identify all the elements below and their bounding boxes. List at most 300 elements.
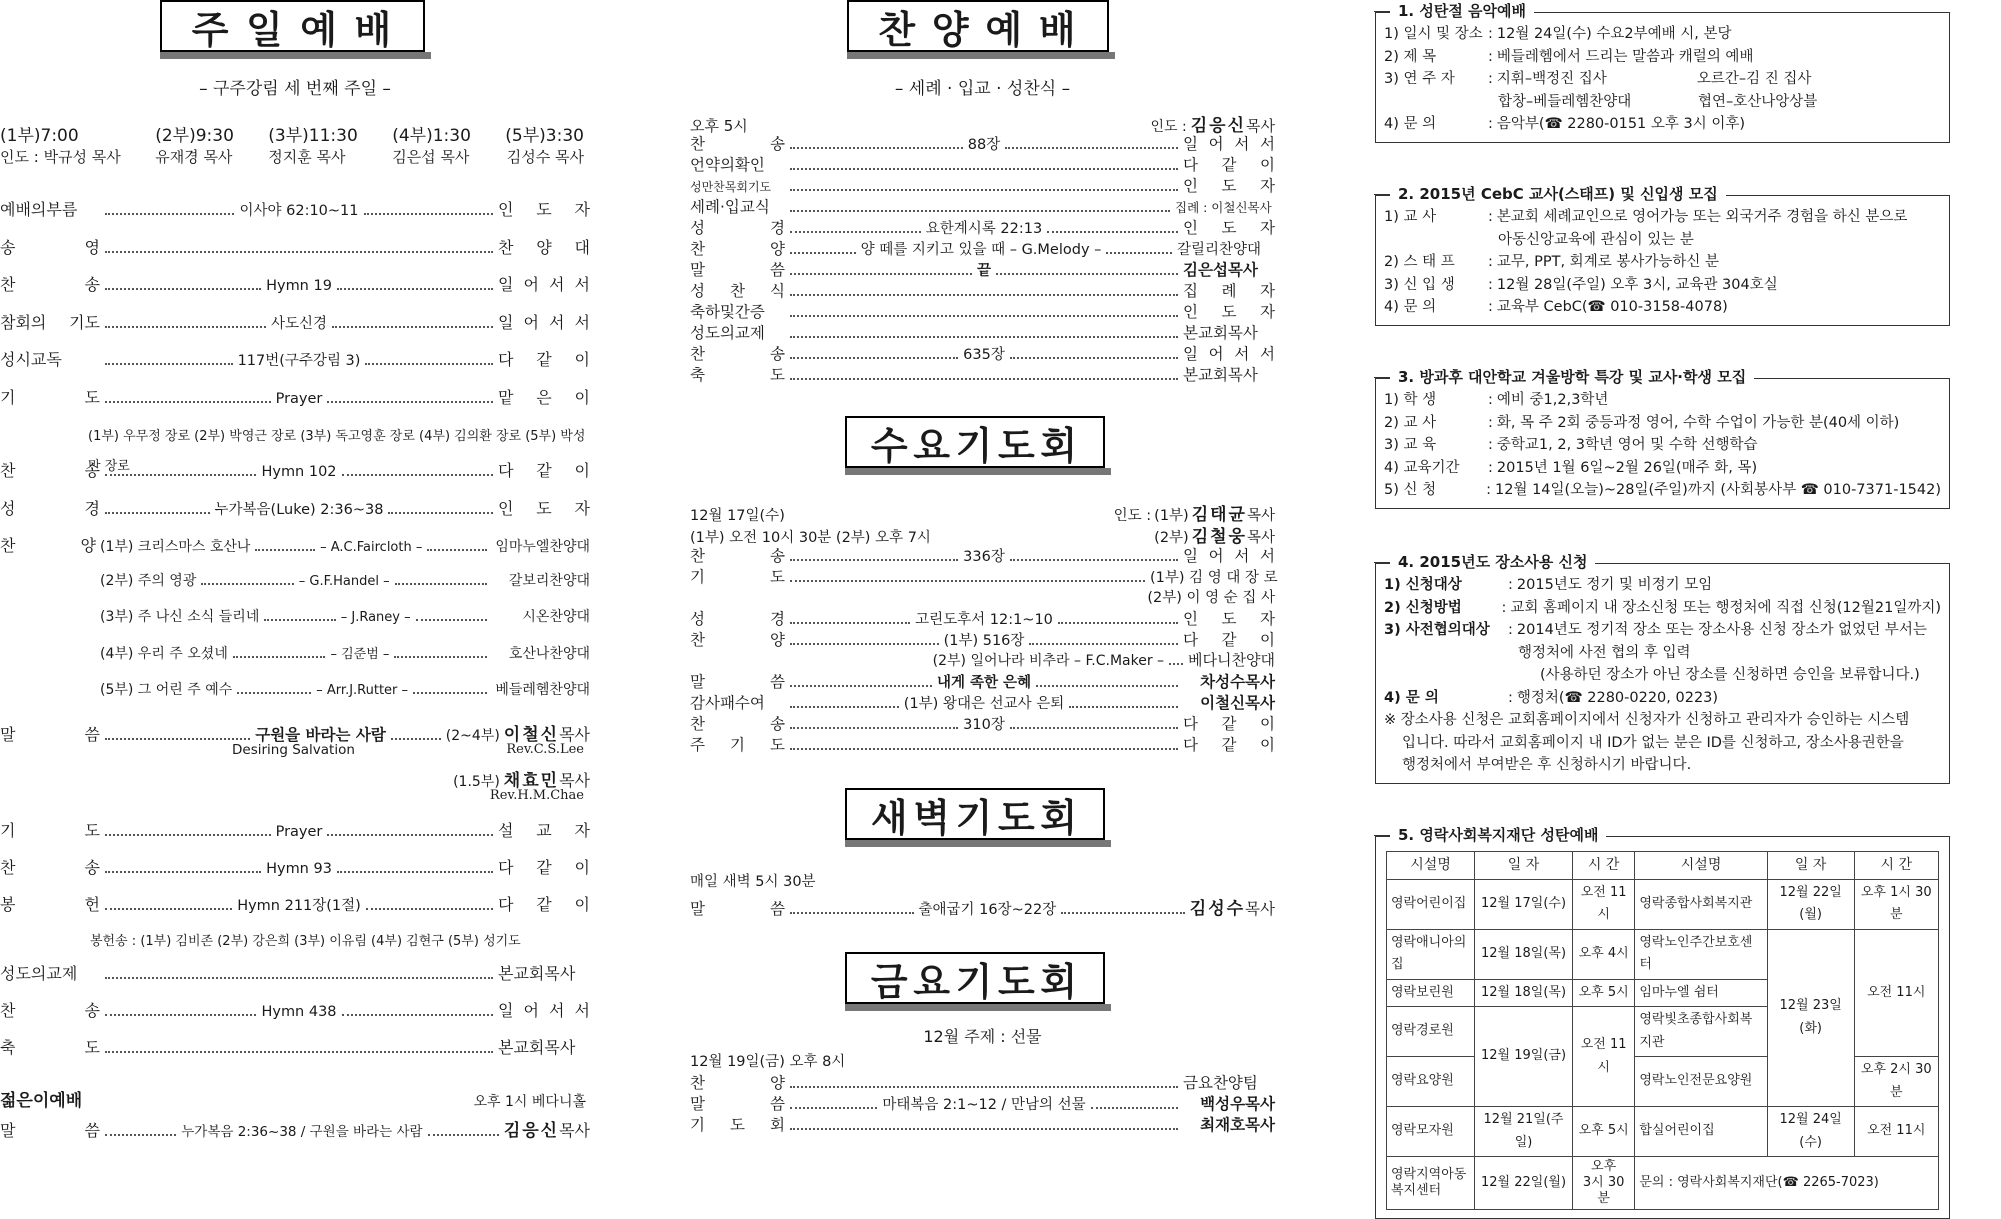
leader-dots [790, 1128, 1178, 1130]
item-content: 336장 [963, 549, 1005, 565]
notice-row [1384, 113, 1941, 136]
order-row [0, 310, 590, 348]
notice-value: 교육부 CebC(☎ 010-3158-4078) [1496, 299, 1728, 315]
order-row [690, 279, 1275, 300]
leader-dots [790, 315, 1178, 317]
youth-title: 젊은이예배 [0, 1090, 83, 1111]
colon: : [1488, 254, 1493, 270]
facility: 합실어린이집 [1635, 1107, 1767, 1157]
item-label: 성 경 [690, 610, 785, 628]
leader-dots [255, 549, 315, 551]
notice-key: 3) 사전협의대상 [1384, 622, 1490, 638]
order-row [0, 197, 590, 235]
facility: 영락종합사회복지관 [1635, 879, 1767, 929]
time: 오후 1시 30분 [1854, 879, 1939, 929]
wed-times [690, 522, 1275, 547]
item-assignee: 백성우목사 [1200, 1095, 1276, 1113]
leader-dots [790, 559, 958, 561]
notice-note: ※ 장소사용 신청은 교회홈페이지에서 신청자가 신청하고 관리자가 승인하는 시스템 [1384, 712, 1910, 728]
notice-value: 2015년도 정기 및 비정기 모임 [1516, 577, 1713, 593]
leader-dots [105, 363, 233, 365]
notice-value: 합창–베들레헴찬양대 [1498, 93, 1632, 110]
time: 오후 5시 [1572, 979, 1634, 1007]
order-row [0, 961, 590, 998]
item-content: Hymn 19 [266, 278, 332, 294]
column-header: 시설명 [1387, 852, 1475, 880]
sunday-subtitle: – 구주강림 세 번째 주일 – [199, 79, 391, 99]
leader-dots [790, 273, 972, 275]
colon: : [1488, 71, 1493, 87]
colon: : [1501, 599, 1507, 616]
item-assignee: 인 도 자 [1183, 219, 1275, 237]
item-assignee: 김은섭목사 [1183, 261, 1258, 279]
notice-value: 12월 28일(주일) 오후 3시, 교육관 304호실 [1496, 276, 1778, 293]
item-label: 찬 양 [690, 240, 785, 258]
wed-header [690, 500, 1275, 525]
preacher-name: 김응신 [503, 1120, 560, 1141]
item-assignee: 인 도 자 [498, 498, 590, 518]
leader-dots [790, 189, 1178, 191]
notice-value: 행정처(☎ 2280-0220, 0223) [1516, 689, 1719, 706]
notice-key: 1) 신청대상 [1384, 577, 1462, 593]
order-row [690, 216, 1275, 237]
notice-row [1384, 597, 1941, 620]
notice-value: 화, 목 주 2회 중등과정 영어, 수학 수업이 가능한 분(40세 이하) [1496, 414, 1900, 431]
sermon-parts: (1.5부) [453, 773, 500, 790]
leader-dots [790, 294, 1178, 296]
sermon-parts: (2~4부) [445, 727, 500, 744]
item-content: 내게 족한 은혜 [936, 675, 1032, 691]
colon: : [1508, 689, 1513, 706]
wed-prayer-2: (2부) 이 영 순 집 사 [1147, 590, 1275, 606]
order-row [690, 691, 1275, 712]
item-label: 기 도 회 [690, 1116, 785, 1134]
notice-key: 3) 연 주 자 [1384, 71, 1455, 87]
time: 오후 2시 30분 [1854, 1057, 1939, 1107]
leader-dots [790, 748, 1178, 750]
notice-title: 5. 영락사회복지재단 성탄예배 [1390, 824, 1606, 847]
item-label: 찬 송 [0, 1000, 100, 1020]
leader-dots [790, 727, 958, 729]
leader-dots [337, 871, 493, 873]
anthem-title: (1부) 크리스마스 호산나 [100, 539, 251, 555]
leader-dots [233, 656, 326, 658]
date: 12월 21일(주일) [1475, 1107, 1573, 1157]
anthem-row [0, 606, 590, 643]
preacher-name-en-2: Rev.H.M.Chae [489, 787, 584, 803]
leader-part: (1부) [1154, 508, 1189, 524]
item-label: 찬 송 [0, 857, 100, 877]
item-label: 송 영 [0, 237, 100, 257]
leader-title: 목사 [1246, 508, 1275, 524]
leader-part: (2부) [1154, 530, 1189, 546]
item-assignee: 다 같 이 [1183, 631, 1275, 649]
notice-row [1384, 574, 1941, 597]
order-row [690, 153, 1275, 174]
item-label: 말 씀 [690, 1095, 785, 1113]
order-row [690, 733, 1275, 754]
colon: : [1488, 26, 1493, 42]
item-assignee: 금요찬양팀 [1183, 1074, 1258, 1092]
item-assignee: 집례 : 이철신목사 [1175, 200, 1272, 215]
preacher-title: 목사 [559, 1120, 591, 1140]
notices [1375, 0, 1950, 1206]
dawn-time: 매일 새벽 5시 30분 [690, 874, 816, 890]
leader-dots [364, 213, 493, 215]
order-row [690, 670, 1275, 691]
order-row [690, 174, 1275, 195]
wednesday-service [690, 500, 1278, 754]
order-row [0, 496, 590, 534]
order-row [0, 1035, 590, 1072]
wed-date: 12월 17일(수) [690, 508, 785, 524]
notice-value: 2014년도 정기적 장소 또는 장소사용 신청 장소가 없었던 부서는 [1516, 622, 1927, 638]
notice-row [1384, 664, 1941, 687]
anthem-title: (4부) 우리 주 오셨네 [100, 645, 228, 662]
anthem-title: (3부) 주 나신 소식 들리네 [100, 609, 260, 625]
leader-dots [337, 288, 493, 290]
leader-label: 인도 : [1150, 119, 1187, 135]
item-label: 말 씀 [690, 900, 785, 918]
order-row [690, 1092, 1275, 1113]
leader-dots [1061, 912, 1185, 914]
item-content: Hymn 211장(1절) [237, 897, 361, 914]
item-label: 찬 양 [0, 536, 96, 555]
item-label: 감사패수여 [690, 694, 765, 712]
notice-value: 지휘–백정진 집사 [1496, 71, 1607, 87]
facility: 임마누엘 쉼터 [1635, 979, 1767, 1007]
praise-title: 찬 양 예 배 [847, 0, 1109, 52]
column-header: 시설명 [1635, 852, 1767, 880]
order-row [690, 300, 1275, 321]
leader-dots [790, 168, 1178, 170]
notice-key: 2) 제 목 [1384, 48, 1437, 65]
dawn-service [690, 870, 1275, 918]
composer: – 김준범 – [330, 646, 390, 662]
item-content: 310장 [963, 717, 1005, 733]
leader-dots [105, 738, 250, 740]
notice-row [1384, 389, 1941, 412]
item-assignee: 다 같 이 [498, 857, 591, 877]
facility: 영락빛초종합사회복지관 [1635, 1007, 1767, 1057]
notice-row [1384, 434, 1941, 457]
item-content: Hymn 93 [266, 860, 332, 877]
date: 12월 19일(금) [1475, 1007, 1573, 1107]
item-label: 기 도 [0, 387, 100, 407]
preacher-name: 이철신 [503, 724, 560, 745]
leader-dots [395, 583, 487, 585]
leader-name: 김철웅 [1191, 527, 1247, 547]
date: 12월 22일(월) [1475, 1157, 1573, 1210]
item-assignee: 일 어 서 서 [498, 312, 590, 332]
order-row [690, 1071, 1275, 1092]
friday-theme: 12월 주제 : 선물 [923, 1027, 1042, 1046]
colon: : [1488, 48, 1493, 65]
item-content: 누가복음 2:36~38 / 구원을 바라는 사람 [181, 1123, 423, 1140]
item-label: 예배의부름 [0, 200, 78, 219]
item-assignee: 일 어 서 서 [1183, 547, 1275, 565]
notice-row [1384, 23, 1941, 46]
sunday-service [0, 0, 590, 1144]
preacher-name: 채효민 [503, 770, 560, 791]
leader-dots [342, 1014, 493, 1016]
order-row [0, 385, 590, 423]
anthem-row [0, 643, 590, 680]
notice-value: 베들레헴에서 드리는 말씀과 캐럴의 예배 [1496, 48, 1754, 65]
notice-row [1384, 687, 1941, 710]
item-content: (1부) 왕대은 선교사 은퇴 [903, 696, 1065, 712]
item-label: 기 도 [690, 568, 785, 586]
anthem-row [0, 679, 590, 716]
leader-dots [105, 512, 210, 514]
time: 오후 3시 30분 [1572, 1157, 1634, 1210]
leader-dots [790, 643, 939, 645]
item-assignee: 이철신목사 [1200, 694, 1275, 712]
item-assignee: 최재호목사 [1200, 1116, 1275, 1134]
item-label: 세례·입교식 [690, 198, 770, 216]
column-header: 일 자 [1767, 852, 1854, 880]
order-row [690, 342, 1275, 363]
notice-row [1384, 91, 1941, 114]
leader-dots [1047, 231, 1178, 233]
item-assignee: 다 같 이 [498, 350, 591, 369]
item-assignee: 설 교 자 [498, 820, 590, 840]
item-assignee: 일 어 서 서 [1183, 345, 1275, 363]
notice-value: 행정처에 사전 협의 후 입력 [1518, 644, 1691, 661]
colon: : [1488, 437, 1493, 453]
leader-dots [391, 738, 441, 740]
notice-key: 3) 신 입 생 [1384, 276, 1455, 293]
item-assignee: 다 같 이 [498, 461, 590, 480]
leader-dots [264, 619, 335, 621]
leader-title: 목사 [1246, 530, 1275, 546]
sermon-title-en: Desiring Salvation [232, 741, 355, 758]
leader-dots [105, 908, 232, 910]
notice-key [1384, 642, 1508, 665]
leader-name: 김응신 [1190, 116, 1247, 136]
item-content: Hymn 438 [261, 1003, 337, 1020]
facility: 영락경로원 [1387, 1007, 1475, 1057]
leader-dots [237, 692, 311, 694]
leader-dots [105, 871, 261, 873]
leader-dots [394, 656, 487, 658]
colon: : [1488, 299, 1493, 315]
time: 오전 11시 [1854, 1107, 1939, 1157]
facility: 영락어린이집 [1387, 879, 1475, 929]
leader-dots [996, 273, 1178, 275]
leader-dots [790, 685, 932, 687]
leader-dots [1036, 685, 1178, 687]
leader-dots [1169, 663, 1183, 665]
notice-key: 4) 문 의 [1384, 299, 1437, 315]
order-row [0, 272, 590, 310]
service-times: (1부)7:00 인도 : 박규성 목사 (2부)9:30 유재경 목사 (3부)11:30 정지훈 목사 (4부)1:30 김은섭 목사 (5부)3:30 김성수 목사 [0, 126, 584, 166]
item-label: 기 도 [0, 820, 100, 840]
notice-row [1384, 229, 1941, 252]
item-assignee: 갈릴리찬양대 [1177, 242, 1262, 258]
sunday-title: 주 일 예 배 [160, 0, 425, 52]
notice-key: 2) 신청방법 [1384, 599, 1462, 616]
leader-dots [416, 619, 487, 621]
leader-dots [1091, 1107, 1178, 1109]
choir: 베다니찬양대 [1188, 651, 1275, 669]
item-label: 성 찬 식 [690, 282, 785, 300]
leader-dots [105, 213, 234, 215]
leader-dots [105, 288, 261, 290]
leader-dots [1010, 559, 1178, 561]
anthem-title: (2부) 일어나라 비추라 – F.C.Maker – [932, 653, 1165, 669]
leader-dots [327, 401, 493, 403]
facility: 영락보린원 [1387, 979, 1475, 1007]
date: 12월 24일(수) [1767, 1107, 1854, 1157]
leader-dots [105, 401, 271, 403]
youth-service-header [0, 1086, 590, 1116]
leader-dots [413, 692, 487, 694]
facility: 영락모자원 [1387, 1107, 1475, 1157]
order-row [690, 258, 1275, 279]
notice-5-welfare [1375, 826, 1950, 1219]
item-label: 성시교독 [0, 350, 62, 369]
item-content: 635장 [963, 347, 1005, 363]
notice-row [1384, 206, 1941, 229]
notice-key: 1) 일시 및 장소 [1384, 26, 1483, 42]
time: 오전 11시 [1854, 929, 1939, 1057]
notice-row [1384, 46, 1941, 69]
item-assignee: 인 도 자 [1183, 610, 1275, 628]
order-row [690, 321, 1275, 342]
leader-label: 인도 : [1113, 508, 1152, 524]
leader-dots [1106, 252, 1172, 254]
date: 12월 22일(월) [1767, 879, 1854, 929]
item-label: 주 기 도 [690, 736, 785, 754]
leader-dots [790, 231, 921, 233]
item-label: 축 도 [690, 366, 785, 384]
friday-service [690, 1024, 1275, 1134]
table-row [1387, 1107, 1939, 1157]
notice-key [1384, 664, 1508, 687]
item-assignee: 본교회목사 [498, 963, 576, 983]
item-label: 말 씀 [0, 1120, 100, 1140]
notice-4 [1375, 553, 1950, 784]
leader-dots [790, 912, 914, 914]
colon: : [1488, 414, 1493, 431]
facility: 영락요양원 [1387, 1057, 1475, 1107]
leader-dots [790, 378, 1178, 380]
choir: 호산나찬양대 [508, 645, 590, 662]
colon: : [1508, 622, 1513, 638]
time: 오후 5시 [1572, 1107, 1634, 1157]
item-content: 끝 [977, 263, 992, 279]
sermon-row-2 [0, 766, 590, 791]
colon-spacer [1488, 229, 1498, 252]
colon: : [1486, 482, 1492, 498]
notice-value: 중학교1, 2, 3학년 영어 및 수학 선행학습 [1496, 437, 1758, 453]
order-row [690, 565, 1278, 586]
item-label: 찬 양 [690, 1074, 785, 1092]
leader-dots [1005, 147, 1178, 149]
item-content: 출애굽기 16장~22장 [918, 902, 1057, 918]
notice-value-2: 오르간–김 진 집사 [1696, 71, 1812, 87]
leader-dots [428, 1134, 499, 1136]
leader-dots [105, 251, 493, 253]
item-assignee: 본교회목사 [498, 1037, 576, 1057]
anthem-title: (5부) 그 어린 주 예수 [100, 682, 233, 698]
leader-dots [790, 622, 910, 624]
column-header: 일 자 [1475, 852, 1573, 880]
notice-title: 1. 성탄절 음악예배 [1390, 0, 1534, 23]
notice-title: 4. 2015년도 장소사용 신청 [1390, 551, 1595, 574]
offertory-singers: 봉헌송 : (1부) 김비존 (2부) 강은희 (3부) 이유림 (4부) 김현구 (5부) 성기도 [90, 933, 521, 949]
notice-key: 4) 교육기간 [1384, 459, 1460, 476]
order-row [690, 237, 1275, 258]
notice-value: 아동신앙교육에 관심이 있는 분 [1498, 231, 1694, 248]
order-of-worship [0, 197, 590, 1144]
leader-dots [790, 580, 1145, 582]
wednesday-title: 수 요 기 도 회 [845, 416, 1105, 468]
sermon-row [0, 720, 590, 745]
table-row [1387, 879, 1939, 929]
item-content: 117번(구주강림 3) [237, 353, 361, 369]
item-assignee: 인 도 자 [1183, 177, 1275, 195]
table-row [1387, 929, 1939, 979]
wed-anthem-2 [690, 649, 1275, 670]
item-label: 찬 송 [690, 715, 785, 733]
item-content: 양 떼를 지키고 있을 때 – G.Melody – [860, 242, 1102, 258]
item-content: 고린도후서 12:1~10 [915, 612, 1053, 628]
preacher-name-en: Rev.C.S.Lee [506, 741, 584, 757]
item-label: 참회의 기도 [0, 312, 100, 332]
notice-note: 행정처에서 부여받은 후 신청하시기 바랍니다. [1402, 757, 1692, 773]
composer: – J.Raney – [340, 610, 411, 625]
item-label: 말 씀 [0, 724, 100, 744]
leader-dots [365, 363, 493, 365]
leader-dots [1029, 643, 1178, 645]
order-row [690, 712, 1275, 733]
date: 12월 18일(목) [1475, 929, 1573, 979]
order-row [0, 855, 590, 892]
leader-dots [105, 474, 256, 476]
order-row [690, 607, 1275, 628]
table-header [1387, 852, 1939, 880]
colon-spacer [1508, 642, 1518, 665]
notice-row [1384, 642, 1941, 665]
item-label: 찬 송 [690, 135, 785, 153]
notice-value: 12월 14일(오늘)~28일(주일)까지 (사회봉사부 ☎ 010-7371-1542) [1495, 482, 1941, 498]
order-row [690, 544, 1275, 565]
order-row [690, 132, 1275, 153]
praise-subtitle: – 세례 · 입교 · 성찬식 – [894, 79, 1071, 99]
notice-key: 3) 교 육 [1384, 437, 1437, 453]
item-content: Prayer [275, 823, 323, 840]
leader-dots [790, 1086, 1178, 1088]
anthem-title: (2부) 주의 영광 [100, 572, 197, 589]
leader-title: 목사 [1246, 117, 1275, 135]
choir: 임마누엘찬양대 [495, 539, 591, 555]
item-content: 요한계시록 22:13 [925, 221, 1043, 237]
notice-value: 교회 홈페이지 내 장소신청 또는 행정처에 직접 신청(12월21일까지) [1510, 599, 1941, 616]
notice-row [1384, 296, 1941, 319]
notice-row [1384, 68, 1941, 91]
dawn-title: 새 벽 기 도 회 [845, 788, 1105, 840]
notice-value: 예비 중1,2,3학년 [1496, 392, 1609, 408]
youth-sermon [0, 1116, 590, 1144]
leader-dots [105, 1134, 176, 1136]
item-assignee: 찬 양 대 [498, 237, 590, 257]
leader-dots [1010, 357, 1178, 359]
facility: 영락지역아동 복지센터 [1387, 1157, 1475, 1210]
item-label: 말 씀 [690, 261, 785, 279]
item-content: 마태복음 2:1~12 / 만남의 선물 [882, 1097, 1086, 1113]
